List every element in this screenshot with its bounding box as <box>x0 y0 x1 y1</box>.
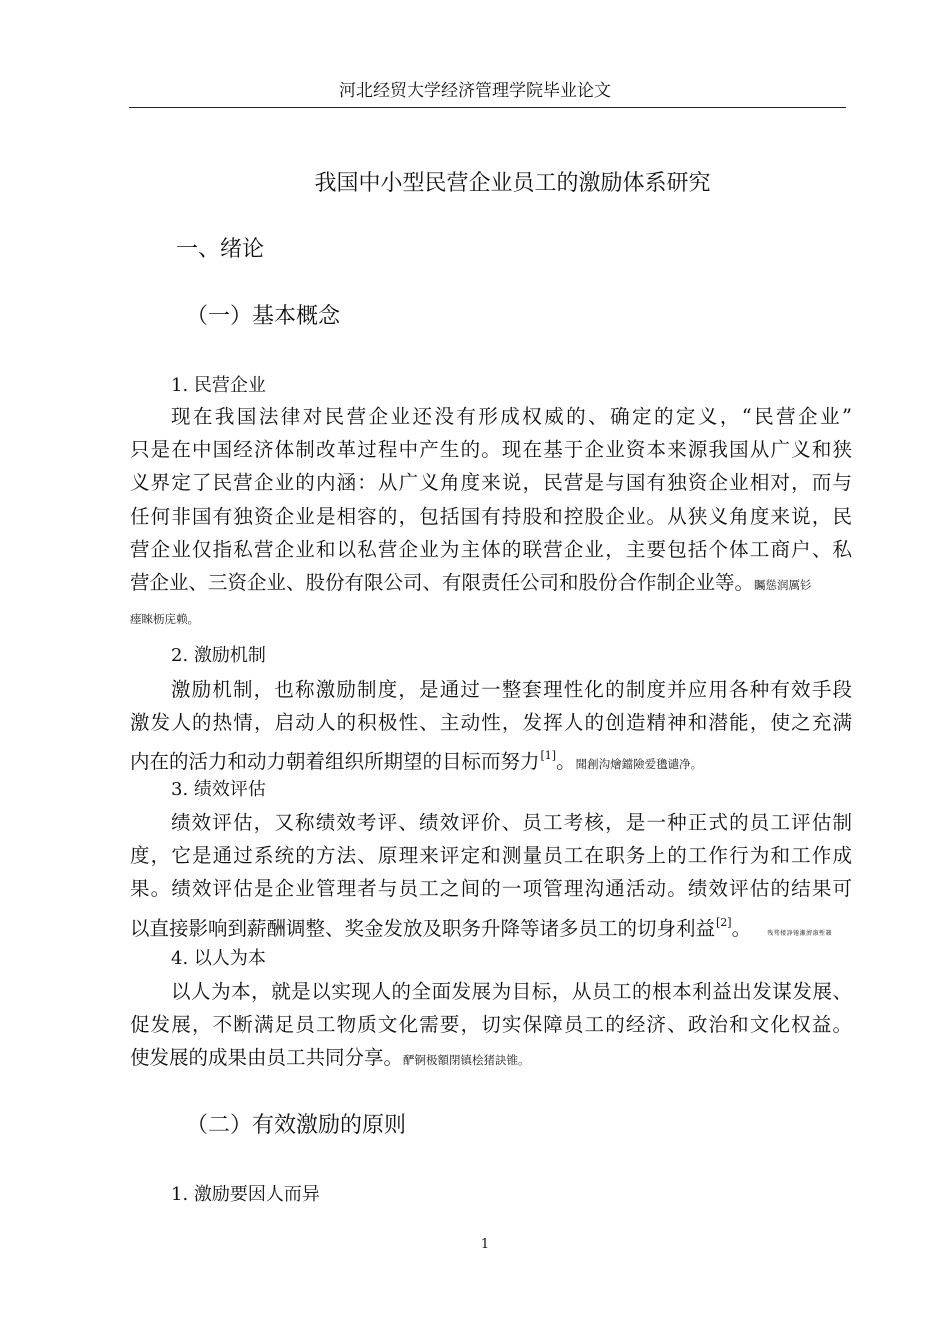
item-private-enterprise-label: 1. 民营企业 <box>171 375 266 396</box>
garbled-watermark-text: 瘗睞枥庑赖。 <box>130 612 199 626</box>
item-incentive-mechanism-label: 2. 激励机制 <box>171 645 266 666</box>
section-heading-introduction: 一、绪论 <box>176 237 265 262</box>
paragraph-line: 以人为本，就是以实现人的全面发展为目标，从员工的根本利益出发谋发展、 <box>171 980 852 1003</box>
paragraph-line-text: 营企业、三资企业、股份有限公司、有限责任公司和股份合作制企业等。 <box>130 571 755 595</box>
paragraph-line-text: 以直接影响到薪酬调整、奖金发放及职务升降等诸多员工的切身利益 <box>130 916 716 940</box>
paragraph-line: 促发展，不断满足员工物质文化需要，切实保障员工的经济、政治和文化权益。 <box>130 1013 852 1037</box>
paragraph-line: 激发人的热情，启动人的积极性、主动性，发挥人的创造精神和潜能，使之充满 <box>130 711 852 735</box>
sentence-end: 。 <box>556 750 576 774</box>
item-incentive-mechanism-paragraph <box>130 673 852 782</box>
paragraph-line: 度，它是通过系统的方法、原理来评定和测量员工在职务上的工作行为和工作成 <box>130 844 852 868</box>
paragraph-line: 果。绩效评估是企业管理者与员工之间的一项管理沟通活动。绩效评估的结果可 <box>130 877 852 901</box>
header-rule <box>129 107 846 108</box>
citation-reference: [1] <box>540 749 557 763</box>
paragraph-line <box>130 906 852 950</box>
paragraph-line: 只是在中国经济体制改革过程中产生的。现在基于企业资本来源我国从广义和狭 <box>130 438 852 462</box>
paragraph-line <box>130 739 852 781</box>
garbled-watermark-text: 矚慫润厲钐 <box>754 578 812 593</box>
paragraph-line <box>130 1041 852 1077</box>
item-people-oriented-label: 4. 以人为本 <box>171 948 266 969</box>
item-performance-evaluation-label: 3. 绩效评估 <box>171 779 266 800</box>
paragraph-line-text: 内在的活力和动力朝着组织所期望的目标而努力 <box>130 750 540 774</box>
paragraph-line: 绩效评估，又称绩效考评、绩效评价、员工考核，是一种正式的员工评估制 <box>171 811 852 834</box>
sentence-end: 。 <box>731 916 752 940</box>
paragraph-line: 营企业仅指私营企业和以私营企业为主体的联营企业，主要包括个体工商户、私 <box>130 537 852 561</box>
item-people-oriented-paragraph <box>130 975 852 1078</box>
page-number: 1 <box>480 1237 490 1252</box>
paragraph-line: 义界定了民营企业的内涵：从广义角度来说，民营是与国有独资企业相对，而与 <box>130 471 852 495</box>
garbled-watermark-text: 聞創沟燴鐺險爱氇谴净。 <box>575 757 703 772</box>
paragraph-line <box>130 566 852 602</box>
item-private-enterprise-paragraph <box>130 400 852 602</box>
paragraph-line-text: 使发展的成果由员工共同分享。 <box>130 1046 404 1070</box>
item-performance-evaluation-paragraph <box>130 806 852 950</box>
garbled-watermark-text: 酽锕极額閉镇桧猪訣锥。 <box>403 1053 530 1068</box>
item-incentive-by-individual-label: 1. 激励要因人而异 <box>171 1184 320 1205</box>
subsection-heading-effective-incentive-principles: （二）有效激励的原则 <box>186 1113 407 1138</box>
citation-reference: [2] <box>716 915 732 929</box>
paragraph-line: 任何非国有独资企业是相容的，包括国有持股和控股企业。从狭义角度来说，民 <box>130 504 852 528</box>
paragraph-line: 激励机制，也称激励制度，是通过一整套理性化的制度并应用各种有效手段 <box>171 678 852 701</box>
running-header: 河北经贸大学经济管理学院毕业论文 <box>339 81 611 101</box>
paper-title: 我国中小型民营企业员工的激励体系研究 <box>314 171 711 196</box>
subsection-heading-basic-concepts: （一）基本概念 <box>186 304 341 329</box>
garbled-watermark-text: 残骛楼諍锩瀨濟溆塹籟 <box>767 929 833 937</box>
paragraph-line: 现在我国法律对民营企业还没有形成权威的、确定的定义，“民营企业” <box>171 405 852 428</box>
